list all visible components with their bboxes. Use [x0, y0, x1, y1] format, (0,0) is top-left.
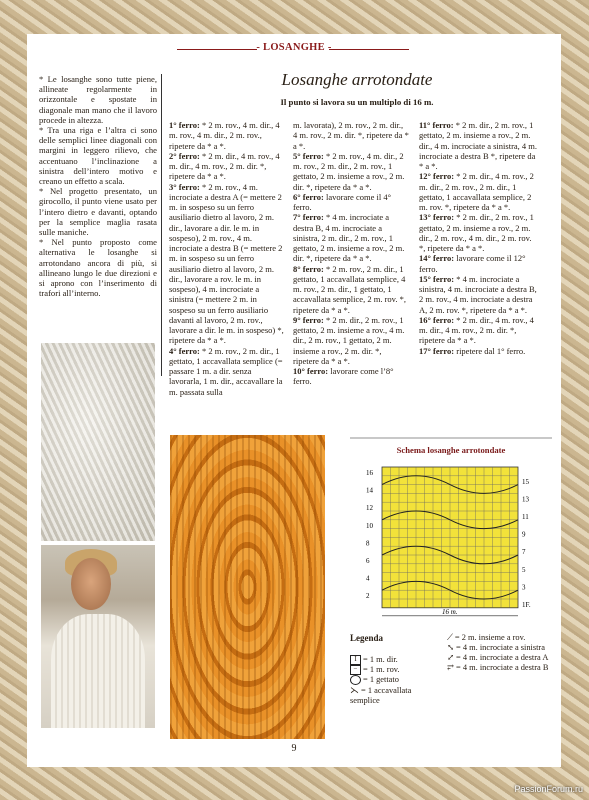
row-instruction: 5° ferro: * 2 m. rov., 4 m. dir., 2 m. rov., 2 m. dir., 2 m. rov., 1 gettato, 2 m. insieme a rov., 2 m. dir. *, ripetere da * a *.	[293, 150, 405, 192]
row-label-right: 3	[522, 583, 526, 592]
intro-paragraph: * Tra una riga e l’altra ci sono delle semplici linee diagonali con margini in leggero rilievo, che accentuano l’inclinazione a sinistra dell’intero motivo e creano un effetto a scala.	[39, 125, 157, 187]
chart-title: Schema losanghe arrotondate	[396, 445, 506, 455]
section-header: - LOSANGHE -	[256, 42, 332, 53]
row-label-right: 7	[522, 548, 526, 557]
legend-item: = 1 gettato	[350, 675, 430, 685]
legend-item: I = 1 m. dir.	[350, 655, 430, 665]
row-label-right: 9	[522, 530, 526, 539]
legend-left	[350, 655, 430, 706]
row-label-right: 11	[522, 513, 529, 521]
legend-right	[447, 633, 552, 673]
column-divider	[161, 74, 162, 376]
pattern-title: Losanghe arrotondate	[281, 70, 433, 89]
intro-paragraph: * Le losanghe sono tutte piene, allineate regolarmente in orizzontale e spostate in diagonale man mano che il lavoro procede in altezza.	[39, 74, 157, 125]
row-label-left: 2	[366, 592, 370, 601]
row-instruction: 4° ferro: * 2 m. rov., 2 m. dir., 1 gettato, 1 accavallata semplice (= passare 1 m. a dir. senza lavorarla, 1 m. dir., accavallare la m. passata sulla	[169, 345, 283, 397]
row-label-right: 13	[522, 495, 529, 504]
row-instruction: 12° ferro: * 2 m. dir., 4 m. rov., 2 m. dir., 2 m. rov., 2 m. dir., 1 gettato, 1 accavallata semplice, 2 m. rov. *, ripetere da * a *.	[419, 171, 534, 212]
magazine-page	[27, 34, 561, 767]
legend-item: ⥂ = 4 m. incrociate a destra B	[447, 663, 549, 672]
row-label-left: 10	[366, 521, 373, 530]
page-number: 9	[291, 743, 297, 754]
chart-top-rule	[350, 437, 552, 439]
cross-right-a-symbol-icon: ⤢	[447, 653, 455, 662]
knit-texture-photo	[41, 343, 155, 541]
cross-left-symbol-icon: ⤡	[447, 643, 455, 652]
legend-item: − = 1 m. rov.	[350, 665, 430, 675]
row-instruction: 15° ferro: * 4 m. incrociate a sinistra, 4 m. incrociate a destra B, 2 m. rov., 4 m. incrociate a destra A, 2 m. rov. *, ripetere da * a *.	[419, 273, 537, 315]
watermark: PassionForum.ru	[514, 784, 583, 794]
row-instruction: 7° ferro: * 4 m. incrociate a destra B, 4 m. incrociate a sinistra, 2 m. dir., 2 m. rov., 1 gettato, 2 m. insieme a rov., 2 m. dir. *, ripetere da * a *.	[293, 212, 405, 264]
knit-symbol-icon: I	[350, 655, 361, 665]
chart-panel	[350, 437, 552, 737]
row-instruction: 16° ferro: * 2 m. dir., 4 m. rov., 4 m. dir., 4 m. rov., 2 m. dir. *, ripetere da * a *.	[419, 314, 534, 346]
row-label-left: 6	[366, 557, 370, 565]
row-label-right: 1F.	[522, 601, 531, 609]
row-label-left: 16	[366, 469, 373, 477]
row-instruction: 9° ferro: * 2 m. dir., 2 m. rov., 1 gettato, 2 m. insieme a rov., 4 m. dir., 2 m. rov., 1 gettato, 2 m. insieme a rov., 2 m. dir. *, ripetere da * a *.	[293, 314, 405, 366]
legend-item: ⟋ = 2 m. insieme a rov.	[447, 633, 526, 642]
legend-item: ⋋ = 1 accavallata semplice	[350, 685, 412, 706]
yarn-over-symbol-icon	[350, 675, 361, 685]
intro-paragraph: * Nel progetto presentato, un girocollo, il punto viene usato per l’intero dietro e davanti, optando per la semplice maglia rasata sulle maniche.	[39, 186, 157, 238]
legend-item: ⤡ = 4 m. incrociate a sinistra	[447, 643, 545, 652]
row-instruction: 1° ferro: * 2 m. rov., 4 m. dir., 4 m. rov., 4 m. dir., 2 m. rov., ripetere da * a *.	[169, 120, 280, 151]
cross-right-b-symbol-icon: ⥂	[447, 663, 455, 672]
purl-two-together-symbol-icon: ⟋	[447, 633, 453, 642]
purl-symbol-icon: −	[350, 665, 361, 675]
slip-decrease-symbol-icon: ⋋	[350, 685, 359, 696]
width-label: 16 m.	[442, 607, 458, 616]
row-instruction: 10° ferro: lavorare come l’8° ferro.	[293, 366, 394, 387]
instructions-column-1	[169, 120, 285, 397]
intro-paragraph: * Nel punto proposto come alternativa le losanghe si arrotondano ancora di più, si allineano lungo le due direzioni e si aprono con l’inserimento di trafori all’interno.	[39, 237, 157, 299]
row-label-left: 12	[366, 504, 373, 513]
intro-column	[39, 74, 157, 298]
row-instruction: 6° ferro: lavorare come il 4° ferro.	[293, 191, 391, 212]
orange-swatch-photo	[170, 435, 325, 739]
row-instruction: 2° ferro: * 2 m. dir., 4 m. rov., 4 m. dir., 4 m. rov., 2 m. dir. *, ripetere da * a *.	[169, 150, 280, 182]
row-instruction: 14° ferro: lavorare come il 12° ferro.	[419, 253, 526, 274]
row-instruction: 13° ferro: * 2 m. dir., 2 m. rov., 1 gettato, 2 m. insieme a rov., 2 m. dir., 2 m. rov., 4 m. dir., 2 m. rov. *, ripetere da * a *.	[419, 212, 534, 253]
row-instruction: 17° ferro: ripetere dal 1° ferro.	[419, 345, 526, 356]
row-label-right: 15	[522, 477, 529, 486]
row-instruction: 11° ferro: * 2 m. dir., 2 m. rov., 1 gettato, 2 m. insieme a rov., 2 m. dir., 4 m. incrociate a sinistra, 4 m. incrociate a destra B *, ripetere da * a *.	[419, 120, 538, 171]
row-label-right: 5	[522, 565, 526, 574]
model-face	[71, 558, 111, 610]
row-label-left: 14	[366, 486, 373, 495]
row-label-left: 4	[366, 574, 370, 583]
legend-title: Legenda	[350, 633, 384, 643]
row-instruction: 8° ferro: * 2 m. rov., 2 m. dir., 1 gettato, 1 accavallata semplice, 4 m. rov., 2 m. dir., 1 gettato, 1 accavallata semplice, 2 m. rov. *, ripetere da * a *.	[293, 263, 406, 315]
row-instruction: m. lavorata), 2 m. rov., 2 m. dir., 4 m. rov., 2 m. dir. *, ripetere da * a *.	[293, 120, 409, 151]
instructions-column-2	[293, 120, 409, 387]
instructions-column-3	[419, 120, 539, 356]
model-sweater	[51, 614, 145, 728]
row-label-left: 8	[366, 539, 370, 548]
row-instruction: 3° ferro: * 2 m. rov., 4 m. incrociate a destra A (= mettere 2 m. in sospeso su un ferro ausiliario dietro al lavoro, 2 m. dir., lavorare a dir. le m. in sospeso), 2 m. rov., 4 m. incrociate a destra B (= mettere 2 m. in sospeso su un ferro ausiliario dietro al lavoro, 2 m. dir., lavorare a rov. le m. in sospeso), 4 m. incrociate a sinistra (= mettere 2 m. in sospeso su un ferro ausiliario davanti al lavoro, 2 m. rov., lavorare a dir. le m. in sospeso) *, ripetere da * a *.	[169, 181, 284, 346]
pattern-subtitle: Il punto si lavora su un multiplo di 16 m.	[280, 97, 434, 107]
stitch-chart-grid	[360, 463, 545, 633]
legend-item: ⤢ = 4 m. incrociate a destra A	[447, 653, 549, 662]
